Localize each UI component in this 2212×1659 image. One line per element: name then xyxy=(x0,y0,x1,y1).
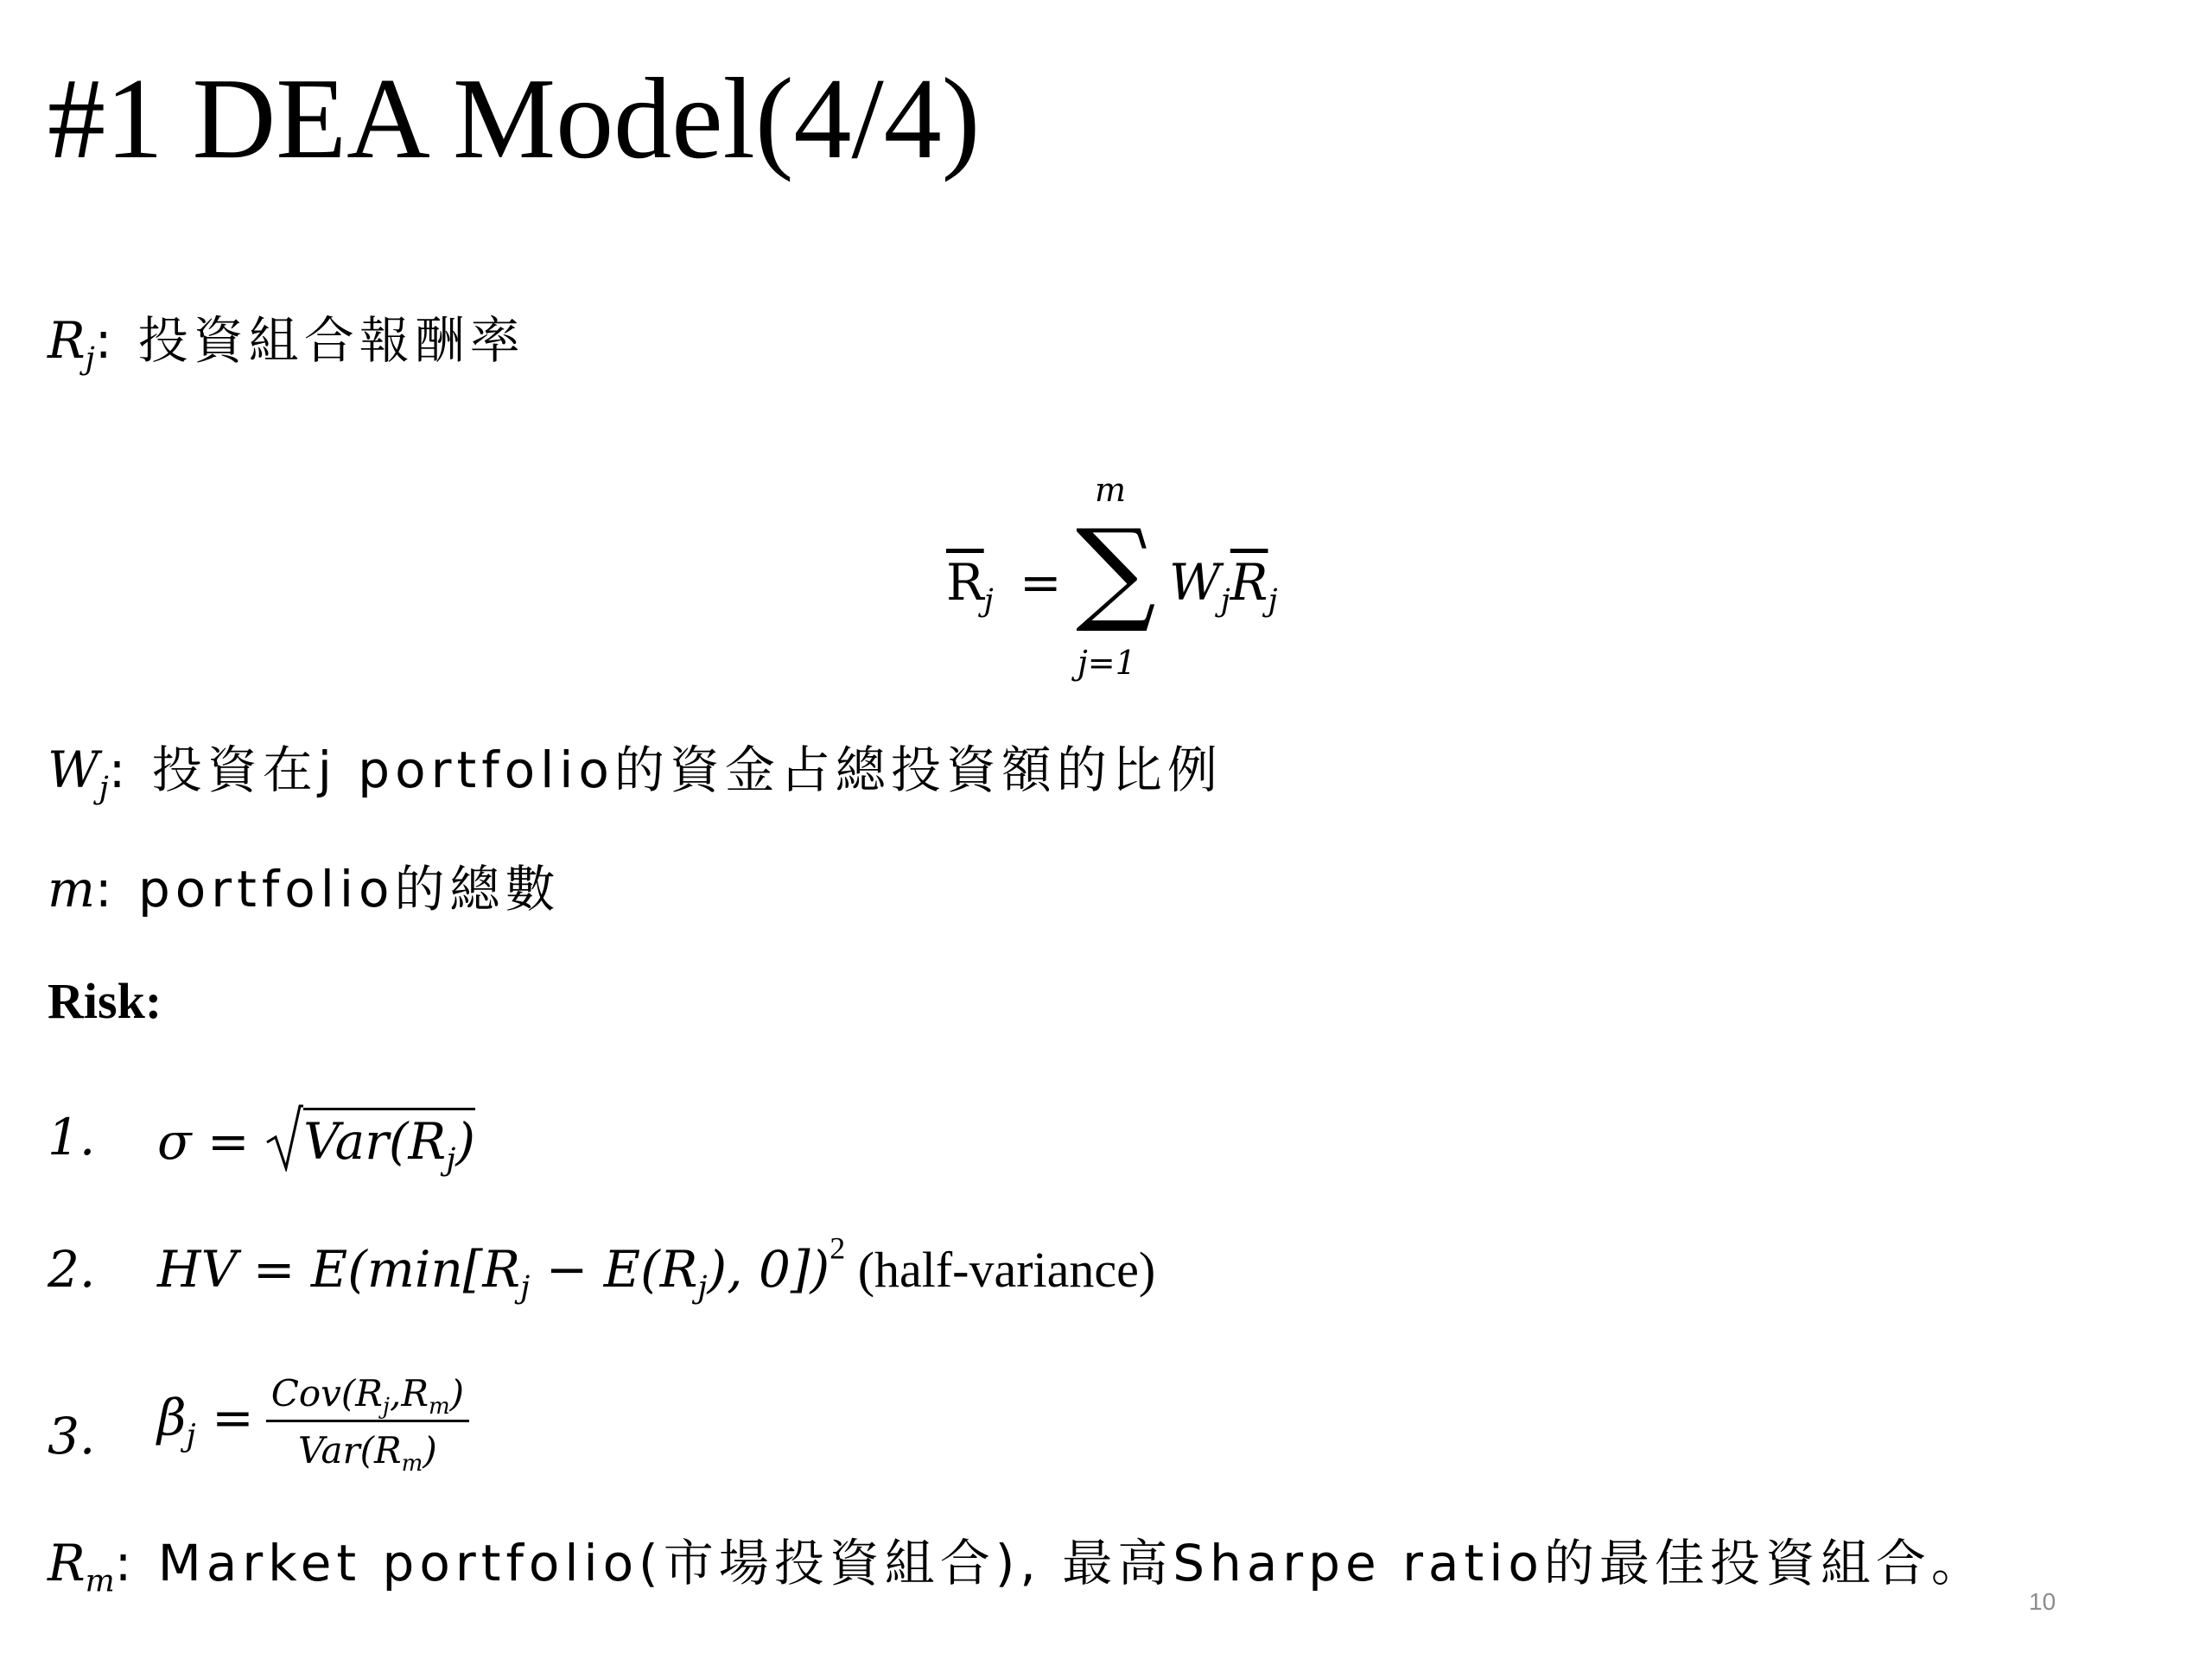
risk-item-2-number: 2. xyxy=(48,1240,96,1299)
risk-heading: Risk: xyxy=(48,973,162,1029)
wj-symbol: $W_j$ xyxy=(48,741,109,806)
formula-equals: = xyxy=(1020,553,1062,612)
rm-definition xyxy=(48,1534,1986,1599)
rj-symbol: $R_j$ xyxy=(48,311,95,377)
rj-description: : 投資組合報酬率 xyxy=(94,311,525,370)
beta-numerator: $Cov(R_j,R_m)$ xyxy=(266,1372,469,1422)
m-definition xyxy=(48,860,561,918)
formula-rhs: $W_j\overline{R}_j$ xyxy=(1169,553,1278,619)
slide-title: #1 DEA Model(4/4) xyxy=(48,54,981,182)
formula-lhs: $\overline{R}_j$ xyxy=(946,553,994,619)
rj-definition xyxy=(48,311,525,377)
page-number: 10 xyxy=(2029,1588,2056,1615)
wj-definition xyxy=(48,741,1223,806)
rm-symbol: $R_m$ xyxy=(48,1534,115,1599)
square-root-icon: $Var(R_j)$ xyxy=(265,1108,475,1171)
beta-formula: $\beta_j$ = $\frac{Cov(R_j,R_m)}{Var(R_m)}$ xyxy=(157,1372,469,1471)
wj-description: : 投資在j portfolio的資金占總投資額的比例 xyxy=(108,741,1223,799)
beta-denominator: $Var(R_m)$ xyxy=(298,1429,437,1478)
sigma-formula: σ = $Var(R_j)$ xyxy=(157,1108,475,1171)
sum-lower-limit: j=1 xyxy=(1077,644,1136,682)
m-symbol: m xyxy=(48,860,95,918)
rm-description: : Market portfolio(市場投資組合), 最高Sharpe ratio的最佳投資組合。 xyxy=(114,1534,1986,1592)
half-variance-formula: HV = $E(\min[R_j - E(R_j)$, 0])$^2$ (half-variance) xyxy=(157,1230,1156,1306)
expected-return-formula xyxy=(938,467,1300,700)
m-description: : portfolio的總數 xyxy=(95,860,561,918)
summation-icon: ∑ xyxy=(1076,505,1156,636)
sum-upper-limit: m xyxy=(1095,471,1127,509)
beta-fraction xyxy=(266,1372,469,1478)
risk-item-3-number: 3. xyxy=(48,1407,96,1465)
half-variance-note: (half-variance) xyxy=(845,1242,1156,1298)
risk-item-1-number: 1. xyxy=(48,1108,96,1166)
